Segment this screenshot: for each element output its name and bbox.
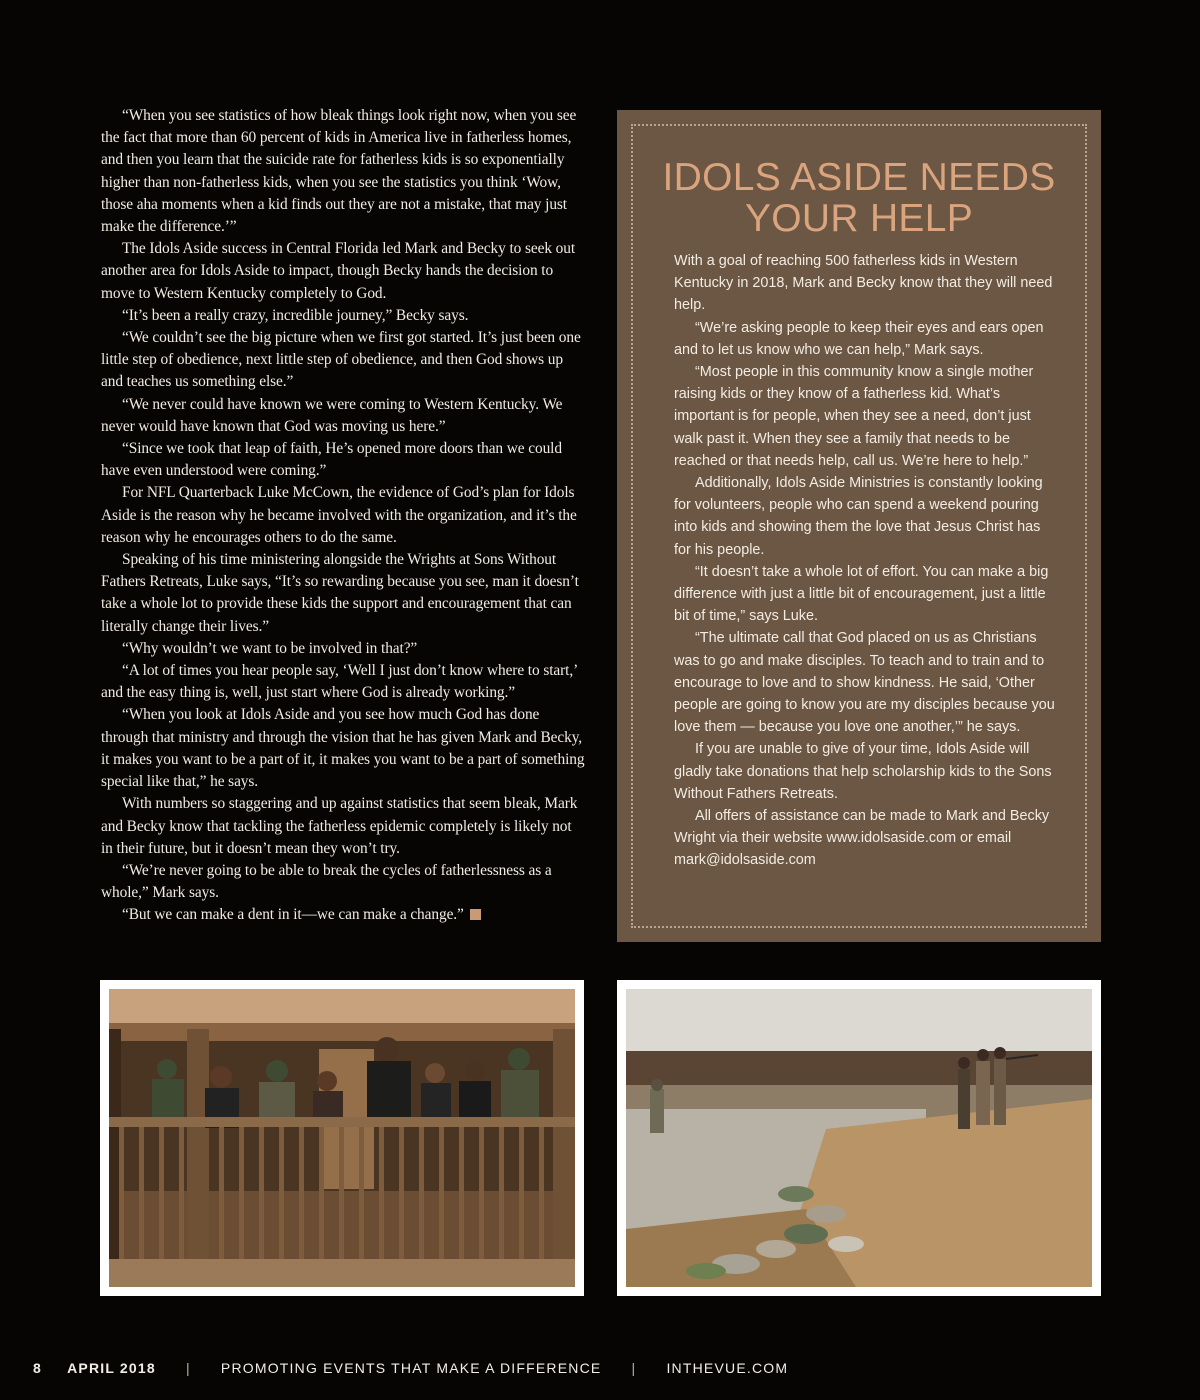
article-paragraph: “Since we took that leap of faith, He’s opened more doors than we could have even understood were coming.” (101, 440, 562, 480)
footer-separator: | (631, 1360, 637, 1377)
sidebar-paragraph: “It doesn’t take a whole lot of effort. You can make a big difference with just a little bit of encouragement, just a little bit of time,” says Luke. (674, 563, 1049, 625)
sidebar-paragraph: With a goal of reaching 500 fatherless kids in Western Kentucky in 2018, Mark and Becky know that they will need help. (674, 253, 1053, 314)
article-paragraph-text: “But we can make a dent in it—we can make a change.” (122, 906, 464, 924)
sidebar-paragraph: Additionally, Idols Aside Ministries is constantly looking for volunteers, people who can spend a weekend pouring into kids and showing them the love that Jesus Christ has for his people. (674, 475, 1043, 558)
photo-duck-hunt (617, 980, 1101, 1296)
article-paragraph: “When you look at Idols Aside and you see how much God has done through that ministry and through the vision that he has given Mark and Becky, it makes you want to be a part of it, it makes you want to be a part of something special like that,” he says. (101, 706, 585, 791)
article-body (101, 105, 585, 927)
article-paragraph: “Why wouldn’t we want to be involved in that?” (122, 639, 418, 657)
article-paragraph: With numbers so staggering and up against statistics that seem bleak, Mark and Becky know that tackling the fatherless epidemic completely is likely not in their future, but it doesn’t mean they won’t try. (101, 795, 578, 857)
article-paragraph: Speaking of his time ministering alongside the Wrights at Sons Without Fathers Retreats, Luke says, “It’s so rewarding because you see, man it doesn’t take a whole lot to provide these kids the support and encouragement that can literally change their lives.” (101, 551, 579, 635)
sidebar-paragraph: If you are unable to give of your time, Idols Aside will gladly take donations that help scholarship kids to the Sons Without Fathers Retreats. (674, 741, 1052, 802)
page-footer (33, 1359, 788, 1379)
article-paragraph: “We’re never going to be able to break the cycles of fatherlessness as a whole,” Mark says. (101, 861, 552, 902)
issue-date: APRIL 2018 (67, 1360, 156, 1377)
article-paragraph: “It’s been a really crazy, incredible journey,” Becky says. (122, 306, 469, 324)
page-number: 8 (33, 1360, 42, 1377)
sidebar-paragraph: “Most people in this community know a single mother raising kids or they know of a fatherless kid. What’s important is for people, when they see a need, don’t just walk past it. When they see a family that needs to be reached or that needs help, call us. We’re here to help.” (674, 364, 1034, 469)
article-paragraph: The Idols Aside success in Central Florida led Mark and Becky to seek out another area for Idols Aside to impact, though Becky hands the decision to move to Western Kentucky completely to God. (101, 240, 576, 302)
sidebar-paragraph: “We’re asking people to keep their eyes and ears open and to let us know who we can help,” Mark says. (674, 319, 1044, 358)
sidebar-box (617, 110, 1101, 942)
duck-hunt-photo-image (626, 989, 1092, 1287)
article-closing-paragraph (101, 904, 585, 926)
article-paragraph: “We couldn’t see the big picture when we first got started. It’s just been one little step of obedience, next little step of obedience, and then God shows up and teaches us something else.” (101, 329, 581, 391)
footer-separator: | (185, 1360, 191, 1377)
end-mark-icon (470, 909, 481, 920)
photo-group-on-porch (100, 980, 584, 1296)
article-paragraph: “We never could have known we were coming to Western Kentucky. We never would have known that God was moving us here.” (101, 395, 563, 435)
article-paragraph: “A lot of times you hear people say, ‘Well I just don’t know where to start,’ and the easy thing is, well, just start where God is already working.” (101, 662, 577, 702)
sidebar-paragraph: All offers of assistance can be made to Mark and Becky Wright via their website www.idolsaside.com or email mark@idolsaside.com (674, 808, 1050, 869)
group-photo-image (109, 989, 575, 1287)
article-paragraph: “When you see statistics of how bleak things look right now, when you see the fact that more than 60 percent of kids in America live in fatherless homes, and then you learn that the suicide rate for fatherless kids is so exponentially higher than non-fatherless kids, when you see the statistics you think ‘Wow, those aha moments when a kid finds out they are not a mistake, that may just make the difference.’” (101, 107, 577, 236)
footer-site-link[interactable]: INTHEVUE.COM (666, 1360, 789, 1377)
sidebar-paragraph: “The ultimate call that God placed on us as Christians was to go and make disciples. To teach and to train and to encourage to love and to show kindness. He said, ‘Other people are going to know you are my disciples because you love them — because you love one another,’” he says. (674, 630, 1055, 736)
sidebar-body (674, 250, 1059, 872)
footer-tagline: PROMOTING EVENTS THAT MAKE A DIFFERENCE (220, 1360, 602, 1377)
article-paragraph: For NFL Quarterback Luke McCown, the evidence of God’s plan for Idols Aside is the reason why he became involved with the organization, and it’s the reason why he encourages others to do the same. (101, 484, 577, 546)
sidebar-title: IDOLS ASIDE NEEDS YOUR HELP (662, 156, 1056, 240)
